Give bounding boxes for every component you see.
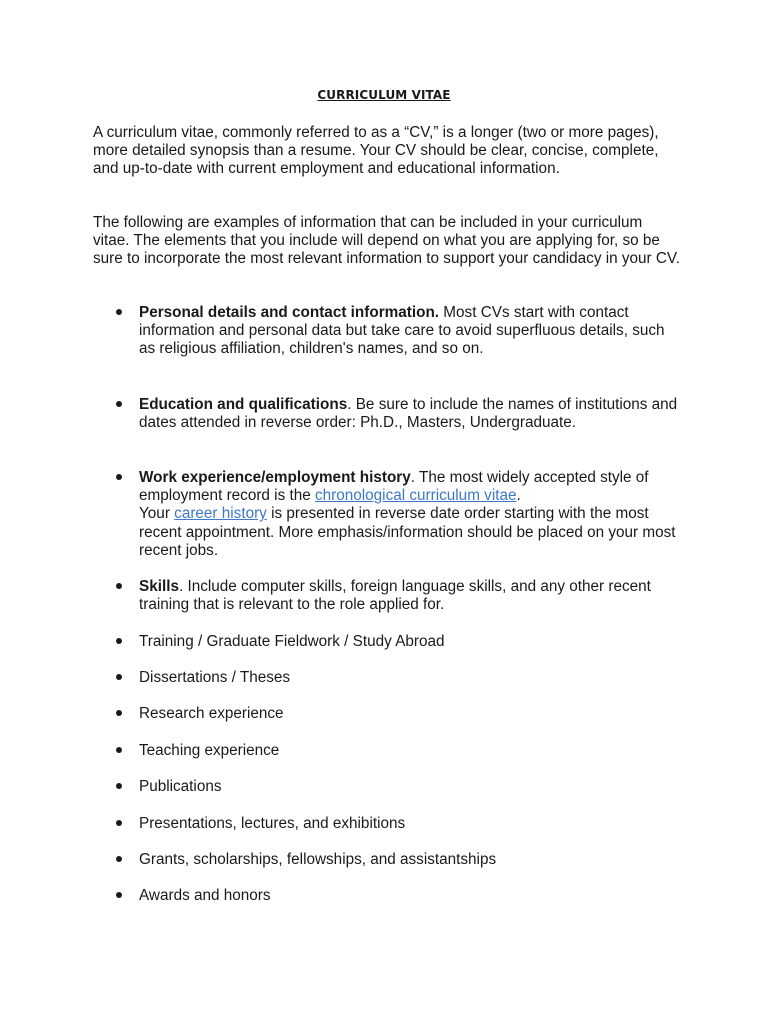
list-item-text: . The most widely accepted style of employment record is the <box>139 469 649 505</box>
list-item-text: Research experience <box>139 705 284 722</box>
list-item-text: Awards and honors <box>139 887 271 904</box>
list-item-heading: Education and qualifications <box>139 396 348 413</box>
list-item-text: is presented in reverse date order starting with the most recent appointment. More emphasis/information should be placed on your most recent jobs. <box>139 505 676 559</box>
list-item-personal-details <box>139 304 684 359</box>
list-item-heading: Personal details and contact information. <box>139 304 440 321</box>
list-item-presentations <box>139 815 684 833</box>
intro-paragraph: A curriculum vitae, commonly referred to as a “CV,” is a longer (two or more pages), more detailed synopsis than a resume. Your CV should be clear, concise, complete, and up-to-date with current employment and educational information. <box>93 124 659 178</box>
list-item-grants <box>139 851 684 869</box>
list-item-text: . <box>516 487 521 505</box>
list-item-text: . Be sure to include the names of institutions and dates attended in reverse order: Ph.D., Masters, Undergraduate. <box>139 396 678 432</box>
list-item-text: Training / Graduate Fieldwork / Study Abroad <box>139 633 445 650</box>
career-history-link[interactable]: career history <box>174 505 267 523</box>
bullet-icon <box>116 710 122 716</box>
page-title: CURRICULUM VITAE <box>317 88 451 102</box>
bullet-icon <box>116 783 122 789</box>
bullet-icon <box>116 674 122 680</box>
bullet-icon <box>116 401 122 407</box>
list-item-heading: Skills <box>139 578 179 595</box>
list-item-heading: Work experience/employment history <box>139 469 411 486</box>
bullet-icon <box>116 856 122 862</box>
list-item-text: Your <box>139 505 175 523</box>
list-item-research <box>139 705 684 723</box>
bullet-icon <box>116 747 122 753</box>
list-item-text: Publications <box>139 778 222 795</box>
list-item-work-experience <box>139 469 684 560</box>
list-item-publications <box>139 778 684 796</box>
list-item-text: Dissertations / Theses <box>139 669 291 686</box>
list-item-text: Grants, scholarships, fellowships, and assistantships <box>139 851 497 868</box>
bullet-icon <box>116 583 122 589</box>
bullet-icon <box>116 892 122 898</box>
list-item-dissertations <box>139 669 684 687</box>
bullet-icon <box>116 474 122 480</box>
list-item-education <box>139 396 684 432</box>
list-item-text: Presentations, lectures, and exhibitions <box>139 815 406 832</box>
list-item-text: . Include computer skills, foreign language skills, and any other recent training that is relevant to the role applied for. <box>139 578 651 614</box>
list-item-skills <box>139 578 684 614</box>
chronological-cv-link[interactable]: chronological curriculum vitae <box>315 487 517 505</box>
bullet-icon <box>116 309 122 315</box>
list-item-teaching <box>139 742 684 760</box>
bullet-icon <box>116 638 122 644</box>
list-item-text: Teaching experience <box>139 742 280 759</box>
list-item-awards <box>139 887 684 905</box>
list-item-training <box>139 633 684 651</box>
list-item-text: Most CVs start with contact information and personal data but take care to avoid superfluous details, such as religious affiliation, children's names, and so on. <box>139 304 665 358</box>
bullet-icon <box>116 820 122 826</box>
examples-paragraph: The following are examples of information that can be included in your curriculum vitae. The elements that you include will depend on what you are applying for, so be sure to incorporate the most relevant information to support your candidacy in your CV. <box>93 214 680 268</box>
